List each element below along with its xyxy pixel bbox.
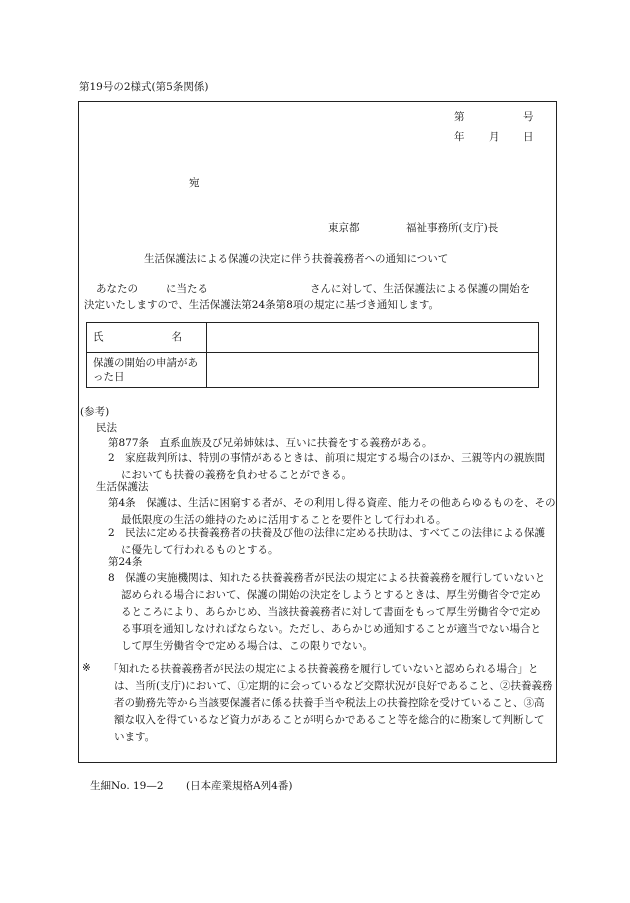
article-877-paragraph-2: 2 家庭裁判所は、特別の事情があるときは、前項に規定する場合のほか、三親等内の親族間においても扶養の義務を負わせることができる。 <box>108 452 546 481</box>
body-line1-rest: さんに対して、生活保護法による保護の開始を <box>310 283 531 295</box>
issuer-prefecture: 東京都 <box>328 222 360 234</box>
body-line2: 決定いたしますので、生活保護法第24条第8項の規定に基づき通知します。 <box>84 299 439 311</box>
article-24-heading: 第24条 <box>108 556 143 568</box>
reference-heading: (参考) <box>80 406 110 418</box>
date-year: 年 <box>454 131 465 143</box>
form-id: 第19号の2様式(第5条関係) <box>79 81 209 93</box>
name-label: 氏 名 <box>87 323 207 353</box>
civil-code-heading: 民法 <box>96 422 117 434</box>
recipient-info-table <box>86 322 539 388</box>
date-day: 日 <box>523 131 534 143</box>
form-code: 生細No. 19—2 <box>90 780 164 792</box>
table-row <box>87 323 539 353</box>
table-row <box>87 353 539 388</box>
addressee-suffix: 宛 <box>189 177 200 189</box>
article-4: 第4条 保護は、生活に困窮する者が、その利用し得る資産、能力その他あらゆるものを、その最低限度の生活の維持のために活用することを要件として行われる。 <box>108 497 556 526</box>
paper-standard: (日本産業規格A列4番) <box>186 780 293 792</box>
welfare-law-heading: 生活保護法 <box>96 481 149 493</box>
article-4-paragraph-2: 2 民法に定める扶養義務者の扶養及び他の法律に定める扶助は、すべてこの法律による保護に優先して行われるものとする。 <box>108 527 545 556</box>
number-go: 号 <box>523 111 534 123</box>
article-877: 第877条 直系血族及び兄弟姉妹は、互いに扶養をする義務がある。 <box>108 437 433 449</box>
application-date-value[interactable] <box>207 353 539 388</box>
date-month: 月 <box>489 131 500 143</box>
application-date-label: 保護の開始の申請があった日 <box>87 353 207 388</box>
number-dai: 第 <box>454 111 465 123</box>
document-title: 生活保護法による保護の決定に伴う扶養義務者への通知について <box>144 253 449 265</box>
body-line1-relation: に当たる <box>166 283 208 295</box>
issuer-office: 福祉事務所(支庁)長 <box>406 222 499 234</box>
note-mark: ※ <box>82 662 91 674</box>
note-text: 「知れたる扶養義務者が民法の規定による扶養義務を履行していないと認められる場合」とは、当所(支庁)において、①定期的に会っているなど交際状況が良好であること、②扶養義務者の勤務先等から当該要保護者に係る扶養手当や税法上の扶養控除を受けていること、③高額な収入を得ているなど資力があることが明らかであること等を総合的に勘案して判断しています。 <box>108 663 553 743</box>
article-24-paragraph-8: 8 保護の実施機関は、知れたる扶養義務者が民法の規定による扶養義務を履行していないと認められる場合において、保護の開始の決定をしようとするときは、厚生労働省令で定めるところにより、あらかじめ、当該扶養義務者に対して書面をもって厚生労働省令で定める事項を通知しなければならない。ただし、あらかじめ通知することが適当でない場合として厚生労働省令で定める場合は、この限りでない。 <box>108 572 546 652</box>
name-value[interactable] <box>207 323 539 353</box>
body-line1-start: あなたの <box>96 283 138 295</box>
